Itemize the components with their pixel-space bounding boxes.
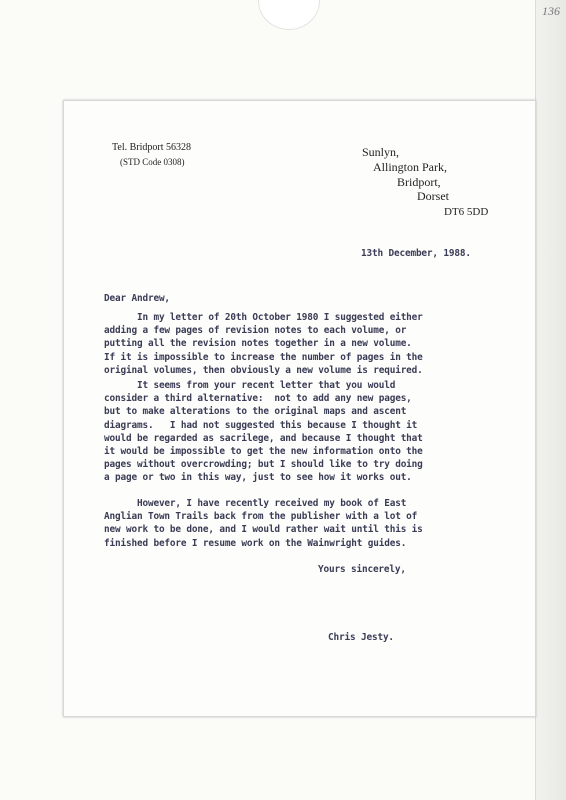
letter-paragraph-2 <box>104 380 423 486</box>
letter-signature: Chris Jesty. <box>328 632 394 643</box>
letter-paragraph-3 <box>104 498 423 551</box>
address-postcode: DT6 5DD <box>444 206 489 218</box>
letter-date: 13th December, 1988. <box>361 248 471 259</box>
letter-paragraph-1 <box>104 312 423 378</box>
paragraph-line: new work to be done, and I would rather wait until this is <box>104 524 423 536</box>
letter-salutation: Dear Andrew, <box>104 293 170 304</box>
paragraph-line: putting all the revision notes together in a new volume. <box>104 338 412 350</box>
letter-page <box>63 100 536 717</box>
letterhead-std-code: (STD Code 0308) <box>120 157 185 167</box>
paragraph-line: consider a third alternative: not to add any new pages, <box>104 393 412 405</box>
letter-closing: Yours sincerely, <box>318 564 406 575</box>
paragraph-line: It seems from your recent letter that you would <box>104 380 396 391</box>
paragraph-line: it would be impossible to get the new information onto the <box>104 445 423 457</box>
paragraph-line: In my letter of 20th October 1980 I suggested either <box>104 312 423 323</box>
paragraph-line: original volumes, then obviously a new volume is required. <box>104 364 423 376</box>
paragraph-line: finished before I resume work on the Wainwright guides. <box>104 537 407 549</box>
paragraph-line: Anglian Town Trails back from the publisher with a lot of <box>104 511 418 523</box>
paragraph-line: If it is impossible to increase the number of pages in the <box>104 351 423 363</box>
paragraph-line: would be regarded as sacrilege, and because I thought that <box>104 432 423 444</box>
paragraph-line: pages without overcrowding; but I should like to try doing <box>104 459 423 471</box>
address-line-1: Sunlyn, <box>362 145 400 159</box>
address-line-4: Dorset <box>417 189 449 203</box>
letterhead-telephone: Tel. Bridport 56328 <box>112 142 192 153</box>
paragraph-line: However, I have recently received my book of East <box>104 498 407 509</box>
page-number: 136 <box>542 4 560 18</box>
paragraph-line: diagrams. I had not suggested this because I thought it <box>104 419 418 431</box>
paragraph-line: a page or two in this way, just to see how it works out. <box>104 472 412 484</box>
address-line-3: Bridport, <box>397 175 441 189</box>
address-line-2: Allington Park, <box>373 160 447 174</box>
paragraph-line: but to make alterations to the original maps and ascent <box>104 406 407 418</box>
paragraph-line: adding a few pages of revision notes to each volume, or <box>104 325 407 337</box>
sleeve-edge <box>535 0 566 800</box>
